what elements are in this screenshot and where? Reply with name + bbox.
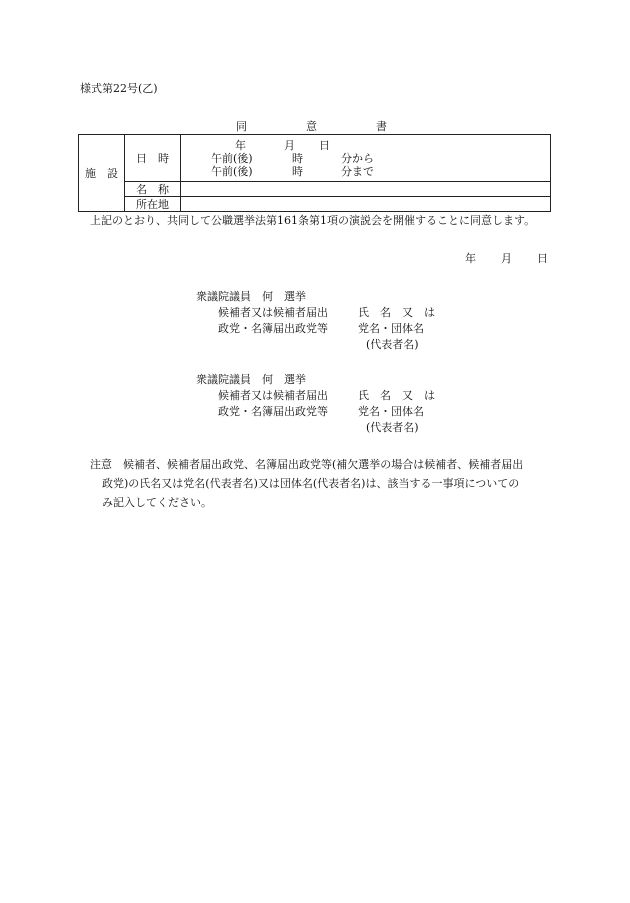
location-field[interactable] (181, 197, 551, 212)
time-from-minute: 分から (341, 151, 374, 165)
signer-1-right2: 党名・団体名 (358, 322, 424, 335)
facility-label: 施 設 (79, 135, 125, 212)
date-row (181, 139, 550, 152)
time-from-hour: 時 (292, 151, 303, 165)
date-month: 月 (284, 138, 295, 152)
signer-1-line1: 候補者又は候補者届出 (218, 306, 328, 319)
sign-date-year: 年 (465, 252, 476, 265)
note-line-3: み記入してください。 (102, 496, 212, 509)
document-title (0, 120, 630, 134)
signer-2-right1: 氏 名 又 は (358, 389, 435, 402)
time-to-row (181, 165, 550, 178)
date-year: 年 (235, 138, 246, 152)
form-number: 様式第22号(乙) (80, 82, 158, 95)
note-line-2: 政党)の氏名又は党名(代表者名)又は団体名(代表者名)は、該当する一事項についての (102, 477, 520, 490)
signer-1-line2: 政党・名簿届出政党等 (218, 322, 328, 335)
signer-1-right1: 氏 名 又 は (358, 306, 435, 319)
signer-1-heading: 衆議院議員 何 選挙 (196, 290, 306, 303)
time-to-minute: 分まで (341, 164, 374, 178)
datetime-label: 日 時 (125, 135, 181, 182)
signer-2-heading: 衆議院議員 何 選挙 (196, 373, 306, 386)
time-from-row (181, 152, 550, 165)
agreement-text: 上記のとおり、共同して公職選挙法第161条第1項の演説会を開催することに同意します。 (90, 214, 536, 227)
signature-date (0, 252, 630, 266)
signer-2-line2: 政党・名簿届出政党等 (218, 405, 328, 418)
name-label: 名 称 (125, 182, 181, 197)
signer-1-right3: (代表者名) (366, 338, 419, 351)
time-to-hour: 時 (292, 164, 303, 178)
signer-2-right2: 党名・団体名 (358, 405, 424, 418)
facility-table (78, 134, 551, 212)
sign-date-day: 日 (537, 252, 548, 265)
time-to-ampm: 午前(後) (211, 164, 253, 178)
sign-date-month: 月 (501, 252, 512, 265)
note-text (90, 455, 560, 512)
datetime-cell[interactable] (181, 135, 551, 182)
title-char-3: 書 (376, 120, 387, 133)
title-char-1: 同 (236, 120, 247, 133)
signer-2-right3: (代表者名) (366, 421, 419, 434)
name-field[interactable] (181, 182, 551, 197)
note-line-1: 注意 候補者、候補者届出政党、名簿届出政党等(補欠選挙の場合は候補者、候補者届出 (90, 458, 524, 471)
signer-2-line1: 候補者又は候補者届出 (218, 389, 328, 402)
title-char-2: 意 (306, 120, 317, 133)
time-from-ampm: 午前(後) (211, 151, 253, 165)
location-label: 所在地 (125, 197, 181, 212)
date-day: 日 (319, 138, 330, 152)
